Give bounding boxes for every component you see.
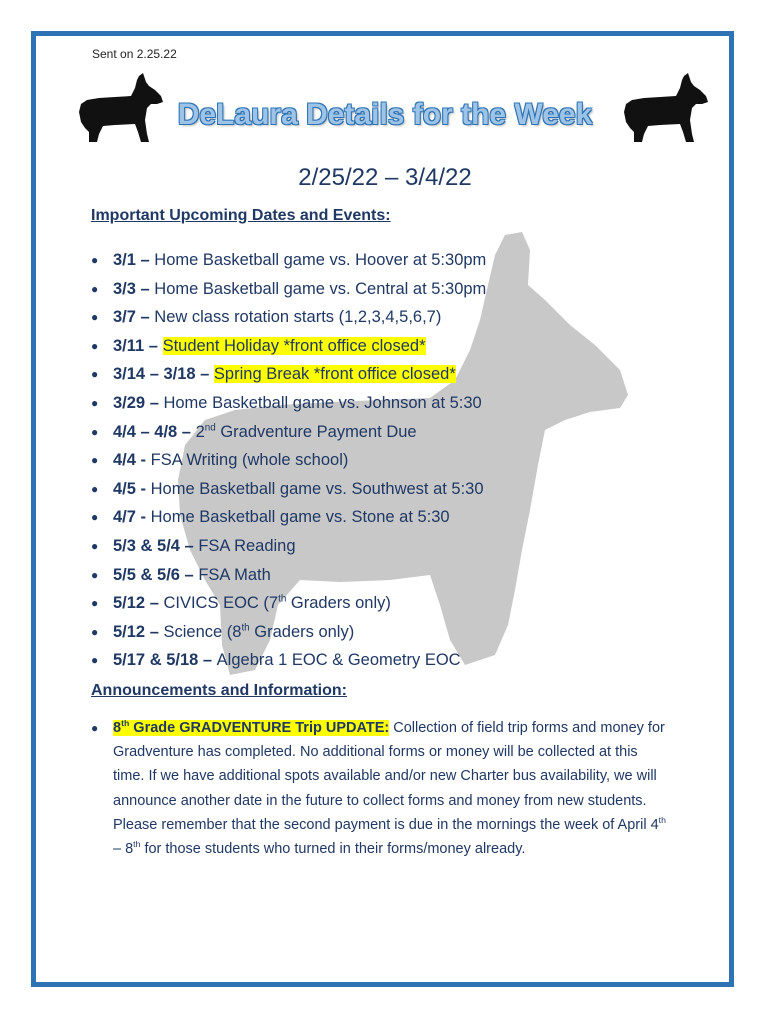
announcement-label: [113, 720, 389, 736]
dates-heading: Important Upcoming Dates and Events:: [91, 207, 391, 224]
event-date: 4/5 -: [113, 479, 151, 498]
announcement-sup-1: th: [658, 814, 666, 825]
event-text: FSA Writing (whole school): [150, 451, 349, 470]
event-date: 3/29 –: [113, 393, 164, 412]
bullet-icon: ●: [91, 538, 99, 553]
event-item: [89, 532, 486, 561]
announcement-body-3: for those students who turned in their forms/money already.: [140, 841, 526, 858]
bullet-icon: ●: [91, 481, 99, 496]
event-item: [89, 446, 486, 475]
event-item: [89, 618, 486, 647]
bullet-icon: ●: [91, 596, 99, 611]
event-highlight: Spring Break *front office closed*: [213, 365, 456, 384]
announcement-item: [89, 716, 669, 861]
week-date-range: 2/25/22 – 3/4/22: [298, 164, 472, 191]
event-text-end: Gradventure Payment Due: [215, 422, 417, 441]
label-sup: th: [121, 718, 130, 729]
event-date: 3/14 – 3/18 –: [113, 365, 214, 384]
event-item: [89, 360, 486, 389]
event-item: [89, 275, 486, 304]
event-text-end: Graders only): [286, 594, 391, 613]
announcement-body-1: Collection of field trip forms and money for Gradventure has completed. No additional forms or money will be collected at this time. If we have additional spots available and/or new Charter bus availability, we will announce another date in the future to collect forms and money from new students. Please remember that the second payment is due in the mornings the week of April 4: [113, 720, 665, 833]
events-list: [89, 246, 486, 675]
event-text: 2: [195, 422, 205, 441]
event-sup: th: [241, 622, 250, 634]
event-text: FSA Math: [198, 565, 271, 584]
event-date: 4/7 -: [113, 508, 151, 527]
event-text: Home Basketball game vs. Southwest at 5:30: [150, 479, 484, 498]
bullet-icon: ●: [91, 310, 99, 325]
event-highlight: Student Holiday *front office closed*: [162, 336, 426, 355]
bullet-icon: ●: [91, 453, 99, 468]
event-date: 5/17 & 5/18 –: [113, 651, 217, 670]
bullet-icon: ●: [91, 510, 99, 525]
event-date: 3/11 –: [113, 336, 163, 355]
bullet-icon: ●: [91, 567, 99, 582]
event-date: 5/3 & 5/4 –: [113, 536, 199, 555]
bullet-icon: ●: [91, 338, 99, 353]
event-text: Science (8: [163, 622, 242, 641]
event-item: [89, 418, 486, 447]
label-rest: Grade GRADVENTURE Trip UPDATE:: [129, 720, 390, 736]
event-text: Home Basketball game vs. Johnson at 5:30: [163, 393, 482, 412]
event-item: [89, 246, 486, 275]
event-text: Home Basketball game vs. Hoover at 5:30pm: [154, 251, 487, 269]
event-item: [89, 646, 486, 675]
event-sup: nd: [204, 422, 216, 434]
bullet-icon: ●: [91, 281, 99, 296]
event-date: 5/12 –: [113, 594, 164, 613]
event-date: 3/7 –: [113, 308, 155, 327]
event-date: 4/4 -: [113, 451, 151, 470]
event-item: [89, 589, 486, 618]
event-date: 4/4 – 4/8 –: [113, 422, 196, 441]
event-text-end: Graders only): [249, 622, 355, 641]
announcements-heading: Announcements and Information:: [91, 682, 347, 699]
bullet-icon: ●: [91, 424, 99, 439]
event-text: Home Basketball game vs. Central at 5:30pm: [154, 279, 487, 298]
announcement-text: [113, 716, 669, 861]
event-text: CIVICS EOC (7: [163, 594, 279, 613]
event-date: 3/3 –: [113, 279, 155, 298]
label-num: 8: [113, 720, 122, 736]
event-date: 5/12 –: [113, 622, 164, 641]
event-date: 5/5 & 5/6 –: [113, 565, 199, 584]
event-item: [89, 561, 486, 590]
bullet-icon: ●: [91, 367, 99, 382]
announcement-sup-2: th: [133, 839, 141, 850]
event-text: Algebra 1 EOC & Geometry EOC: [216, 651, 461, 670]
event-item: [89, 475, 486, 504]
sent-date-note: Sent on 2.25.22: [92, 47, 177, 61]
event-text: Home Basketball game vs. Stone at 5:30: [150, 508, 450, 527]
event-item: [89, 303, 486, 332]
event-item: [89, 332, 486, 361]
announcement-body-2: – 8: [113, 841, 134, 858]
event-text: FSA Reading: [198, 536, 296, 555]
event-sup: th: [278, 593, 287, 605]
event-text: New class rotation starts (1,2,3,4,5,6,7): [154, 308, 442, 327]
event-item: [89, 389, 486, 418]
bullet-icon: ●: [91, 253, 99, 267]
bullet-icon: ●: [91, 395, 99, 410]
event-item: [89, 503, 486, 532]
event-date: 3/1 –: [113, 251, 155, 269]
bullet-icon: ●: [91, 653, 99, 668]
bullet-icon: ●: [91, 721, 99, 735]
bullet-icon: ●: [91, 624, 99, 639]
page-title: DeLaura Details for the Week: [177, 98, 593, 131]
